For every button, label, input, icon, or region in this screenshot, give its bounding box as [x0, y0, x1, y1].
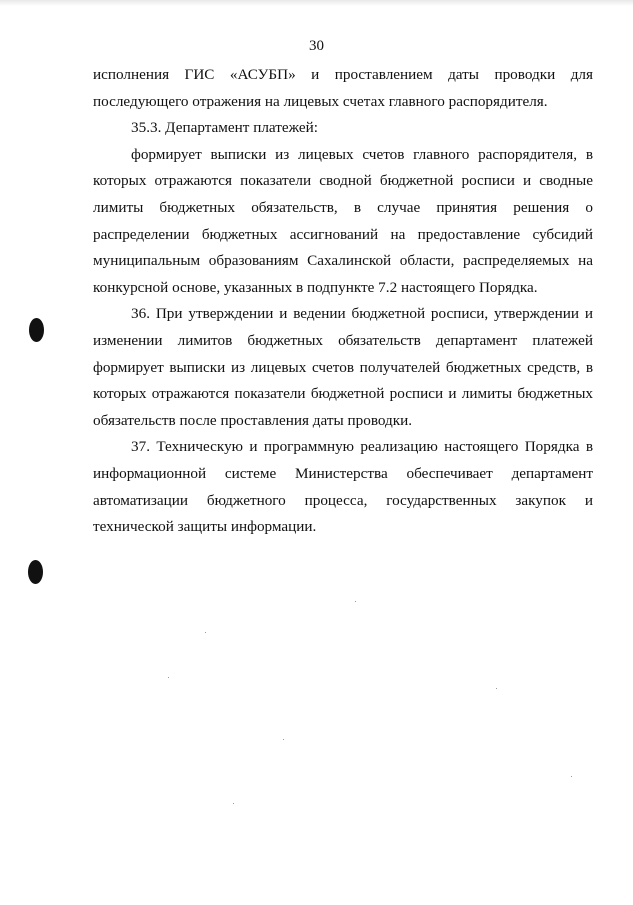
page-number: 30: [309, 38, 324, 54]
scan-speck: [571, 776, 572, 777]
scan-speck: [233, 803, 234, 804]
punch-hole-icon: [29, 318, 44, 342]
paragraph-continuation: исполнения ГИС «АСУБП» и проставлением даты проводки для последующего отражения на лицевых счетах главного распорядителя.: [93, 66, 593, 110]
document-body: [93, 62, 593, 541]
scan-speck: [355, 601, 356, 602]
paragraph-35-3-heading: 35.3. Департамент платежей:: [131, 119, 319, 137]
scan-speck: [496, 688, 497, 689]
paragraph-36: 36. При утверждении и ведении бюджетной росписи, утверждении и изменении лимитов бюджетных обязательств департамент платежей формирует выписки из лицевых счетов получателей бюджетных средств, в которых отражаются показатели бюджетной росписи и лимиты бюджетных обязательств после проставления даты проводки.: [93, 305, 593, 429]
scan-speck: [205, 632, 206, 633]
scan-speck: [283, 739, 284, 740]
punch-hole-icon: [28, 560, 43, 584]
scan-speck: [168, 677, 169, 678]
scan-top-edge: [0, 0, 633, 6]
paragraph-35-3-body: формирует выписки из лицевых счетов главного распорядителя, в которых отражаются показатели сводной бюджетной росписи и сводные лимиты бюджетных обязательств, в случае принятия решения о распределении бюджетных ассигнований на предоставление субсидий муниципальным образованиям Сахалинской области, распределяемых на конкурсной основе, указанных в подпункте 7.2 настоящего Порядка.: [93, 145, 593, 296]
paragraph-37: 37. Техническую и программную реализацию настоящего Порядка в информационной системе Министерства обеспечивает департамент автоматизации бюджетного процесса, государственных закупок и технической защиты информации.: [93, 438, 593, 536]
